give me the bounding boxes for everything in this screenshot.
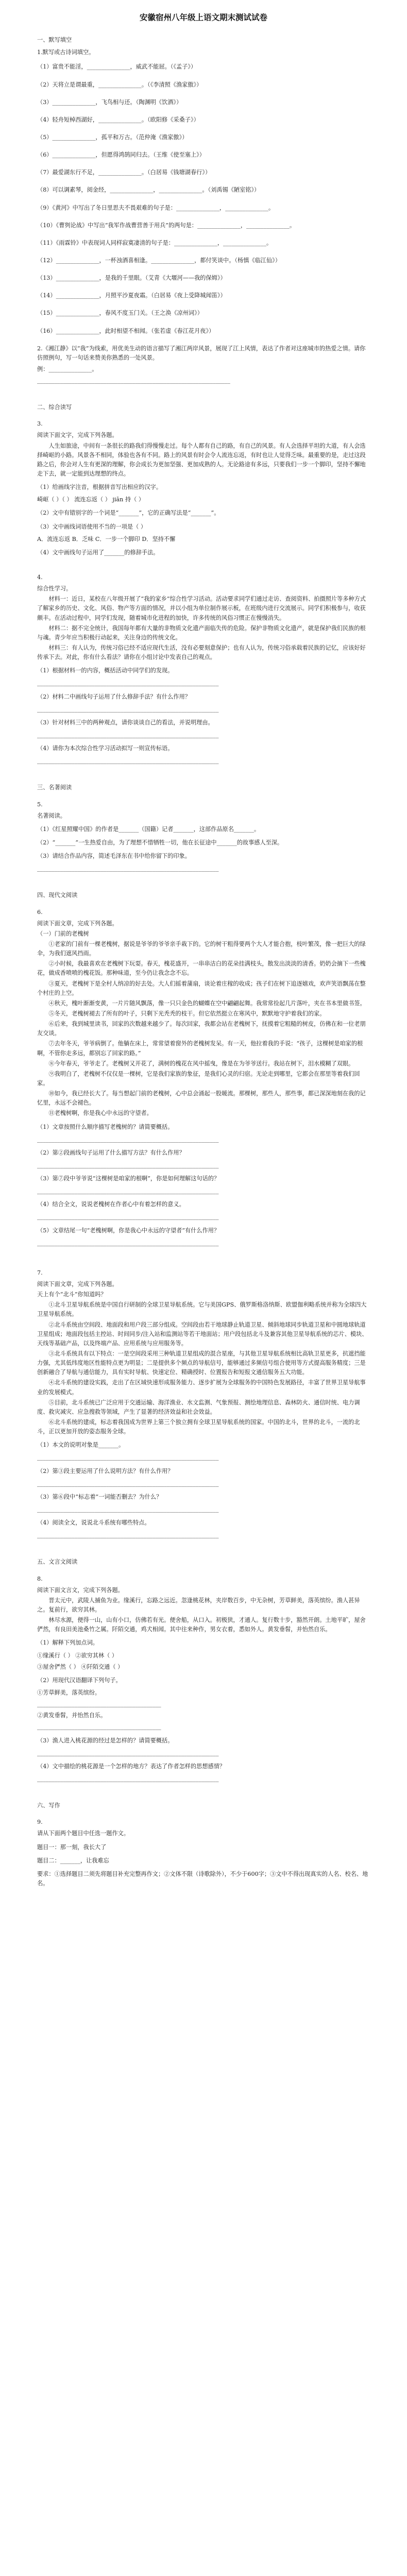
question-9-number: 9. bbox=[37, 1819, 43, 1826]
q4-subquestion: （3）针对材料三中的两种观点，请你谈谈自己的看法，并说明理由。 bbox=[37, 719, 214, 726]
answer-line: _______________________________________________________________ bbox=[37, 732, 219, 738]
q5-subquestion: （2）“_______”一生热爱自由，为了理想不惜牺牲一切，他在长征途中_______的故事感人至深。 bbox=[37, 839, 283, 846]
answer-line: _______________________________________________________________ bbox=[37, 1213, 219, 1221]
q1-item: （10）《曹刿论战》中写出“我军作战曹营善于用兵”的两句是：_______________，_______________。 bbox=[37, 222, 296, 229]
answer-line: _______________________________________________________________ bbox=[37, 1239, 219, 1246]
q1-item: （8）可以调素琴，阅金经，_______________，_______________。（刘禹锡《陋室铭》） bbox=[37, 187, 260, 194]
q6-paragraph: ②小时候，我最喜欢在老槐树下玩耍。春天，槐花盛开，一串串洁白的花朵挂满枝头，散发出淡淡的清香。奶奶会摘下一些槐花，做成香喷喷的槐花饭。那种味道，至今仍让我念念不忘。 bbox=[37, 960, 366, 977]
q4-material: 材料二：据不完全统计，我国每年都有大量的非物质文化遗产面临失传的危险。保护非物质文化遗产，就是保护我们民族的根与魂。青少年应当积极行动起来，关注身边的传统文化。 bbox=[37, 624, 366, 641]
q6-paragraph: ③夏天，老槐树下是全村人纳凉的好去处。大人们摇着蒲扇，谈论着庄稼的收成；孩子们在树下追逐嬉戏，欢声笑语飘荡在整个村庄的上空。 bbox=[37, 980, 366, 996]
q7-paragraph: ①北斗卫星导航系统是中国自行研制的全球卫星导航系统。它与美国GPS、俄罗斯格洛纳斯、欧盟伽利略系统并称为全球四大卫星导航系统。 bbox=[37, 1301, 367, 1318]
q7-paragraph: ②北斗系统由空间段、地面段和用户段三部分组成。空间段由若干地球静止轨道卫星、倾斜地球同步轨道卫星和中圆地球轨道卫星组成；地面段包括主控站、时间同步/注入站和监测站等若干地面站；用户段包括北斗及兼容其他卫星导航系统的芯片、模块、天线等基础产品，以及终端产品、应用系统与应用服务等。 bbox=[37, 1321, 368, 1347]
q1-item: （6）_______________，但愿得鸿鹄同归去。（王维《使至塞上》） bbox=[37, 151, 205, 159]
q7-paragraph: ③北斗系统具有以下特点：一是空间段采用三种轨道卫星组成的混合星座，与其他卫星导航系统相比高轨卫星更多，抗遮挡能力强，尤其低纬度地区性能特点更为明显；二是提供多个频点的导航信号，能够通过多频信号组合使用等方式提高服务精度；三是创新融合了导航与通信能力，具有实时导航、快速定位、精确授时、位置报告和短报文通信服务五大功能。 bbox=[37, 1350, 366, 1376]
q1-item: （3）_______________，飞鸟相与还。（陶渊明《饮酒》） bbox=[37, 98, 182, 106]
q3-subquestion: （2）文中有错别字的一个词是“_______”，它的正确写法是“_______”。 bbox=[37, 510, 220, 517]
q1-item: （5）_______________，孤平和万古。（范仲淹《渔家傲》） bbox=[37, 133, 188, 141]
q6-paragraph: ⑥后来，我到城里读书，回家的次数越来越少了。每次回家，我都会站在老槐树下，抚摸着它粗糙的树皮，仿佛在和一位老朋友交谈。 bbox=[37, 1021, 366, 1037]
q1-item: （1）富贵不能淫，_______________，威武不能屈。（《孟子》） bbox=[37, 63, 197, 71]
section-heading-3: 三、名著阅读 bbox=[37, 784, 72, 791]
q6-paragraph: ⑤冬天，老槐树褪去了所有的叶子，只剩下光秃秃的枝干。但它依然挺立在寒风中，默默地守护着我们的家。 bbox=[48, 1010, 326, 1017]
q4-material: 材料三：有人认为，传统习俗已经不适应现代生活，没有必要刻意保护；也有人认为，传统习俗承载着民族的记忆，应该好好传承下去。对此，你有什么看法？请你在小组讨论中发表自己的观点。 bbox=[37, 645, 366, 661]
question-7-number: 7. bbox=[37, 1269, 43, 1276]
answer-line: _______________________________________________________________ bbox=[37, 1188, 219, 1195]
q1-item: （13）_______________，是我的千里眼。（艾青《大堰河——我的保姆》） bbox=[37, 275, 226, 282]
q3-subquestion: （1）给画线字注音，根据拼音写出相应的汉字。 bbox=[37, 484, 162, 491]
question-7-intro: 阅读下面文章，完成下列各题。 bbox=[37, 1281, 118, 1288]
q2-note: 例：_______________。 bbox=[37, 365, 98, 372]
answer-line: _______________________________________________________________ bbox=[37, 1506, 219, 1513]
q9-item: 要求：①选择题目二须先将题目补充完整再作文；②文体不限（诗歌除外），不少于600字；③文中不得出现真实的人名、校名、地名。 bbox=[37, 1870, 368, 1887]
q5-subquestion: （3）请结合作品内容，简述毛泽东在书中给你留下的印象。 bbox=[37, 853, 191, 860]
q1-item: （14）_______________，月照平沙夏夜霜。（白居易《夜上受降城闻笛》） bbox=[37, 292, 226, 299]
question-8-intro: 阅读下面文言文，完成下列各题。 bbox=[37, 1586, 124, 1594]
answer-line: _______________________________________________________________ bbox=[37, 680, 219, 687]
q7-subquestion: （3）第⑥段中“标志着”一词能否删去？为什么？ bbox=[37, 1493, 162, 1500]
q6-paragraph: ⑧今年春天，爷爷走了。老槐树又开花了，满树的槐花在风中摇曳，像是在为爷爷送行。我站在树下，泪水模糊了双眼。 bbox=[48, 1060, 354, 1067]
q8-subquestion: （2）用现代汉语翻译下列句子。 bbox=[37, 1676, 122, 1684]
q8-paragraph: 林尽水源，便得一山，山有小口，仿佛若有光。便舍船，从口入。初极狭，才通人。复行数十步，豁然开朗。土地平旷，屋舍俨然，有良田美池桑竹之属。阡陌交通，鸡犬相闻。其中往来种作，男女衣着，悉如外人。黄发垂髫，并怡然自乐。 bbox=[37, 1617, 366, 1633]
q7-subquestion: （1）本文的说明对象是_______。 bbox=[37, 1442, 125, 1449]
q6-subquestion: （4）结合全文，说说老槐树在作者心中有着怎样的意义。 bbox=[37, 1201, 185, 1208]
answer-line: ___________________________________________ bbox=[37, 1701, 161, 1708]
answer-line: ___________________________________________________________________ bbox=[37, 377, 230, 384]
q5-subquestion: （1）《红星照耀中国》的作者是_______（国籍）记者_______，这部作品原名_______。 bbox=[37, 825, 260, 833]
q6-paragraph: ④秋天，槐叶渐渐变黄，一片片随风飘落，像一只只金色的蝴蝶在空中翩翩起舞。我常常捡起几片落叶，夹在书本里做书签。 bbox=[48, 999, 366, 1007]
q6-subquestion: （1）文章按照什么顺序描写老槐树的？请简要概括。 bbox=[37, 1123, 174, 1130]
answer-line: _______________________________________________________________ bbox=[37, 1136, 219, 1143]
q1-item: （4）轻舟短棹西湖好，_______________。（欧阳修《采桑子》） bbox=[37, 116, 199, 123]
q3-subquestion: 崎岖（ ）（ ） 流连忘返（ ） jiān 持（ ） bbox=[37, 496, 145, 503]
q6-paragraph: ⑨我明白了，老槐树不仅仅是一棵树，它是我们家族的象征，是我们心灵的归宿。无论走到哪里，它都会在那里等着我们回家。 bbox=[37, 1070, 360, 1087]
question-1-intro: 1.默写或古诗词填空。 bbox=[37, 49, 95, 56]
question-5-intro: 名著阅读。 bbox=[37, 812, 66, 819]
q9-item: 题目一：那一刻，我长大了 bbox=[37, 1843, 107, 1851]
q8-line: ③屋舍俨然（ ） ④阡陌交通（ ） bbox=[37, 1663, 124, 1670]
section-heading-5: 五、文言文阅读 bbox=[37, 1558, 78, 1566]
answer-line: _______________________________________________________________ bbox=[37, 1454, 219, 1461]
q8-line: ①缘溪行（ ） ②欲穷其林（ ） bbox=[37, 1652, 118, 1659]
question-6-number: 6. bbox=[37, 908, 43, 916]
q9-item: 题目二：_______，让我难忘 bbox=[37, 1857, 109, 1864]
q7-subquestion: （2）第③段主要运用了什么说明方法？有什么作用？ bbox=[37, 1467, 174, 1475]
section-heading-1: 一、默写填空 bbox=[37, 37, 72, 44]
q6-paragraph: ⑦去年冬天，爷爷病倒了。他躺在床上，常常望着窗外的老槐树发呆。有一天，他拉着我的手说：“孩子，这棵树是咱家的根啊，不管你走多远，都别忘了回家的路。” bbox=[37, 1040, 363, 1057]
q8-line: ①芳草鲜美，落英缤纷。 bbox=[37, 1689, 101, 1696]
question-8-number: 8. bbox=[37, 1575, 43, 1582]
q1-item: （15）_______________，春风不度玉门关。（王之涣《凉州词》） bbox=[37, 310, 203, 317]
q4-material: 材料一：近日，某校在八年级开展了“我的家乡”综合性学习活动。活动要求同学们通过走访、查阅资料、拍摄照片等多种方式了解家乡的历史、文化、风俗、物产等方面的情况，并以小组为单位制作展示板，在班级内进行交流展示。同学们积极参与，收获颇丰。在活动过程中，同学们发现，随着城市化进程的加快，许多传统的风俗习惯正在慢慢消失。 bbox=[37, 596, 366, 621]
q6-subquestion: （2）第②段画线句子运用了什么描写方法？有什么作用？ bbox=[37, 1149, 185, 1156]
q3-passage: 人生如旅途，中间有一条很长的路我们得慢慢走过。每个人都有自己的路，有自己的风景。有人会选择平坦的大道，有人会选择崎岖的小路。风景各不相同，体验也各有不同。路上的风景有时会令人流连忘返，有时也让人觉得乏味。最重要的是，走过这段路之后，你会对人生有更深的理解，你会成长为更加坚强、更加成熟的人。无论路途有多远，只要我们一步一个脚印，坚持不懈地走下去，就一定能到达理想的终点。 bbox=[37, 442, 366, 478]
q1-item: （9）《黄河》中写出了冬日里思夫不畏艰难的句子是：_______________，_______________。 bbox=[37, 204, 275, 211]
question-3-number: 3. bbox=[37, 420, 43, 428]
answer-line: _______________________________________________________________ bbox=[37, 1775, 219, 1782]
q7-paragraph: ④北斗系统的建设实践，走出了在区域快速形成服务能力、逐步扩展为全球服务的中国特色发展路径，丰富了世界卫星导航事业的发展模式。 bbox=[37, 1379, 366, 1396]
answer-line: _______________________________________________________________ bbox=[37, 705, 219, 713]
section-heading-4: 四、现代文阅读 bbox=[37, 892, 78, 899]
q4-subquestion: （1）根据材料一的内容，概括活动中同学们的发现。 bbox=[37, 667, 174, 674]
answer-line: _______________________________________________________________ bbox=[37, 1480, 219, 1487]
section-heading-2: 二、综合读写 bbox=[37, 404, 72, 411]
q6-paragraph: ①老家的门前有一棵老槐树，据说是爷爷的爷爷亲手栽下的。它的树干粗得要两个大人才能合抱，枝叶繁茂，像一把巨大的绿伞，为我们遮风挡雨。 bbox=[37, 940, 366, 957]
answer-line: ___________________________________________ bbox=[37, 1723, 161, 1731]
passage-title: （一）门前的老槐树 bbox=[37, 930, 89, 937]
section-heading-6: 六、写作 bbox=[37, 1802, 60, 1809]
q7-paragraph: ⑥北斗系统的建成，标志着我国成为世界上第三个独立拥有全球卫星导航系统的国家。中国的北斗，世界的北斗，一流的北斗，正以更加开放的姿态服务全球。 bbox=[37, 1419, 360, 1435]
doc-title: 安徽宿州八年级上语文期末测试试卷 bbox=[139, 13, 267, 22]
q1-item: （2）天将立是谓最重，_______________。（《李清照《渔家傲》） bbox=[37, 81, 202, 88]
answer-line: _______________________________________________________________ bbox=[37, 1532, 219, 1539]
question-4-intro: 综合性学习。 bbox=[37, 585, 72, 592]
q8-paragraph: 晋太元中，武陵人捕鱼为业。缘溪行，忘路之远近。忽逢桃花林，夹岸数百步，中无杂树，芳草鲜美，落英缤纷。渔人甚异之。复前行，欲穷其林。 bbox=[37, 1597, 360, 1613]
question-2-heading: 2.《湘江静》以“我”为线索，用优美生动的语言描写了湘江两岸风景，展现了江上风情，表达了作者对这座城市的热爱之情。请你仿照例句，写一句话来赞美你熟悉的一处风景。 bbox=[37, 345, 366, 361]
q4-subquestion: （4）请你为本次综合性学习活动拟写一则宣传标语。 bbox=[37, 745, 174, 752]
q7-paragraph: ⑤目前，北斗系统已广泛应用于交通运输、海洋渔业、水文监测、气象预报、测绘地理信息、森林防火、通信时统、电力调度、救灾减灾、应急搜救等领域，产生了显著的经济效益和社会效益。 bbox=[37, 1399, 360, 1415]
question-4-number: 4. bbox=[37, 574, 43, 581]
q3-subquestion: （4）文中画线句子运用了_______的修辞手法。 bbox=[37, 549, 159, 556]
q3-options: A．流连忘返 B．乏味 C．一步一个脚印 D．坚持不懈 bbox=[37, 535, 176, 543]
q1-item: （11）《雨霖铃》中表现词人同样寂寞凄清的句子是：_______________，_______________。 bbox=[37, 239, 273, 246]
q8-line: ②黄发垂髫，并怡然自乐。 bbox=[37, 1712, 107, 1719]
q7-subquestion: （4）阅读全文，说说北斗系统有哪些特点。 bbox=[37, 1519, 150, 1527]
passage-title: 天上有个“北斗”你知道吗？ bbox=[37, 1291, 107, 1298]
q1-item: （16）_______________，此时相望不相闻。（张若虚《春江花月夜》） bbox=[37, 327, 215, 334]
answer-line: _______________________________________________________________ bbox=[37, 865, 219, 872]
q6-paragraph: ⑪老槐树啊，你是我心中永远的守望者。 bbox=[48, 1110, 152, 1117]
answer-line: _______________________________________________________________ bbox=[37, 757, 219, 765]
q4-subquestion: （2）材料二中画线句子运用了什么修辞手法？有什么作用？ bbox=[37, 693, 191, 700]
q1-item: （12）_______________，一杯浊酒喜相逢。_______________，都付笑谈中。（杨慎《临江仙》） bbox=[37, 257, 281, 264]
question-6-intro: 阅读下面文章，完成下列各题。 bbox=[37, 920, 118, 927]
question-9-intro: 请从下面两个题目中任选一题作文。 bbox=[37, 1830, 130, 1837]
q8-subquestion: （4）文中描绘的桃花源是一个怎样的地方？表达了作者怎样的思想感情？ bbox=[37, 1762, 226, 1770]
q1-item: （7）最爱湖东行不足，_______________。（白居易《钱塘湖春行》） bbox=[37, 169, 211, 176]
q8-subquestion: （3）渔人进入桃花源的经过是怎样的？请简要概括。 bbox=[37, 1737, 174, 1744]
question-3-intro: 阅读下面文字，完成下列各题。 bbox=[37, 432, 118, 439]
question-5-number: 5. bbox=[37, 801, 43, 808]
q6-subquestion: （3）第⑦段中爷爷说“这棵树是咱家的根啊”，你是如何理解这句话的？ bbox=[37, 1175, 220, 1182]
q6-subquestion: （5）文章结尾一句“老槐树啊，你是我心中永远的守望者”有什么作用？ bbox=[37, 1227, 220, 1234]
answer-line: _______________________________________________________________ bbox=[37, 1749, 219, 1756]
q6-paragraph: ⑩如今，我已经长大了。每当想起门前的老槐树，心中总会涌起一股暖流。那棵树，那些人，那些事，都已深深地刻在我的记忆里，永远不会褪色。 bbox=[37, 1090, 366, 1107]
q8-subquestion: （1）解释下列加点词。 bbox=[37, 1639, 98, 1647]
q3-subquestion: （3）文中画线词语使用不当的一项是（ ） bbox=[37, 523, 147, 530]
answer-line: _______________________________________________________________ bbox=[37, 1161, 219, 1168]
